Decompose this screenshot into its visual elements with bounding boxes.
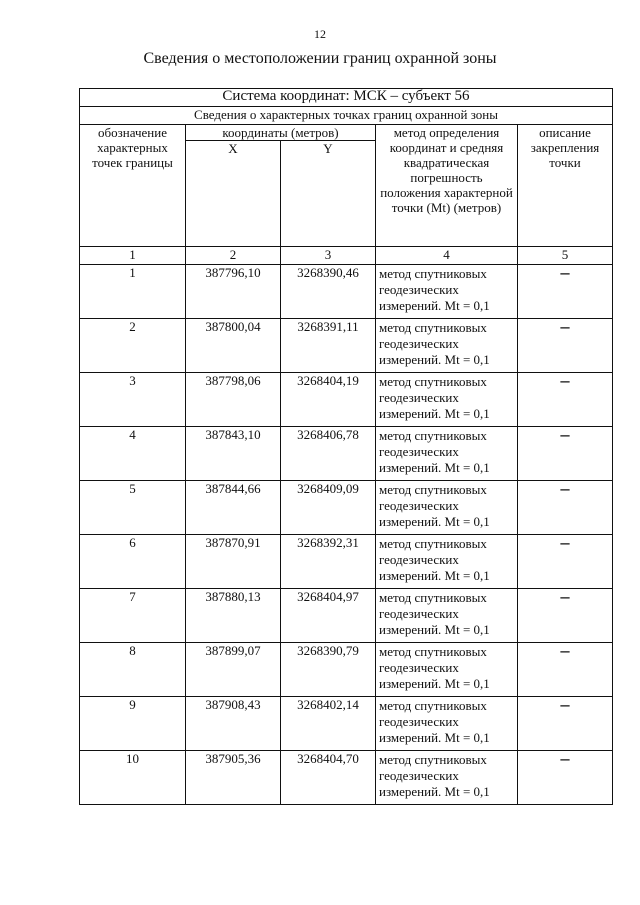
cell-x: 387908,43 [186,697,281,751]
cell-y: 3268404,97 [281,589,376,643]
document-title: Сведения о местоположении границ охранной зоны [143,50,497,67]
cell-point: 9 [80,697,186,751]
table-row [80,481,613,535]
page-number: 12 [314,27,326,41]
header-x: X [186,141,281,247]
boundary-points-table [79,88,613,805]
column-numbers-row [80,247,613,265]
char-points-title-row [80,107,613,125]
cell-y: 3268409,09 [281,481,376,535]
cell-y: 3268390,46 [281,265,376,319]
column-number: 3 [281,247,376,265]
table-row [80,751,613,805]
table-row [80,373,613,427]
cell-description: – [518,697,613,751]
cell-method: метод спутниковых геодезических измерений. Mt = 0,1 [376,481,518,535]
cell-y: 3268404,70 [281,751,376,805]
cell-description: – [518,643,613,697]
table-row [80,589,613,643]
cell-y: 3268402,14 [281,697,376,751]
cell-x: 387798,06 [186,373,281,427]
cell-method: метод спутниковых геодезических измерений. Mt = 0,1 [376,535,518,589]
cell-description: – [518,427,613,481]
cell-point: 6 [80,535,186,589]
cell-x: 387905,36 [186,751,281,805]
cell-point: 1 [80,265,186,319]
cell-x: 387844,66 [186,481,281,535]
column-number: 2 [186,247,281,265]
cell-description: – [518,481,613,535]
cell-method: метод спутниковых геодезических измерений. Mt = 0,1 [376,751,518,805]
cell-point: 5 [80,481,186,535]
char-points-title: Сведения о характерных точках границ охранной зоны [80,107,613,125]
cell-x: 387870,91 [186,535,281,589]
header-y: Y [281,141,376,247]
cell-x: 387796,10 [186,265,281,319]
table-row [80,319,613,373]
cell-description: – [518,589,613,643]
cell-description: – [518,265,613,319]
cell-x: 387880,13 [186,589,281,643]
cell-method: метод спутниковых геодезических измерений. Mt = 0,1 [376,589,518,643]
cell-point: 10 [80,751,186,805]
cell-point: 2 [80,319,186,373]
cell-y: 3268392,31 [281,535,376,589]
cell-point: 4 [80,427,186,481]
header-row [80,125,613,141]
column-number: 1 [80,247,186,265]
cell-point: 3 [80,373,186,427]
header-coordinates: координаты (метров) [186,125,376,141]
table-row [80,643,613,697]
table-row [80,697,613,751]
cell-description: – [518,319,613,373]
cell-description: – [518,535,613,589]
table-row [80,535,613,589]
cell-method: метод спутниковых геодезических измерений. Mt = 0,1 [376,643,518,697]
coordinate-system-label: Система координат: МСК – субъект 56 [80,89,613,107]
header-description: описание закрепления точки [518,125,613,247]
table-body [80,89,613,805]
header-designation: обозначение характерных точек границы [80,125,186,247]
coordinate-system-row [80,89,613,107]
cell-method: метод спутниковых геодезических измерений. Mt = 0,1 [376,697,518,751]
cell-description: – [518,373,613,427]
cell-description: – [518,751,613,805]
cell-method: метод спутниковых геодезических измерений. Mt = 0,1 [376,373,518,427]
cell-x: 387843,10 [186,427,281,481]
cell-point: 8 [80,643,186,697]
column-number: 4 [376,247,518,265]
table-row [80,265,613,319]
cell-point: 7 [80,589,186,643]
cell-y: 3268404,19 [281,373,376,427]
column-number: 5 [518,247,613,265]
cell-method: метод спутниковых геодезических измерений. Mt = 0,1 [376,265,518,319]
table-row [80,427,613,481]
cell-y: 3268390,79 [281,643,376,697]
cell-x: 387800,04 [186,319,281,373]
cell-x: 387899,07 [186,643,281,697]
cell-y: 3268406,78 [281,427,376,481]
cell-method: метод спутниковых геодезических измерений. Mt = 0,1 [376,319,518,373]
cell-y: 3268391,11 [281,319,376,373]
header-method: метод определения координат и средняя квадратическая погрешность положения характерной точки (Mt) (метров) [376,125,518,247]
cell-method: метод спутниковых геодезических измерений. Mt = 0,1 [376,427,518,481]
